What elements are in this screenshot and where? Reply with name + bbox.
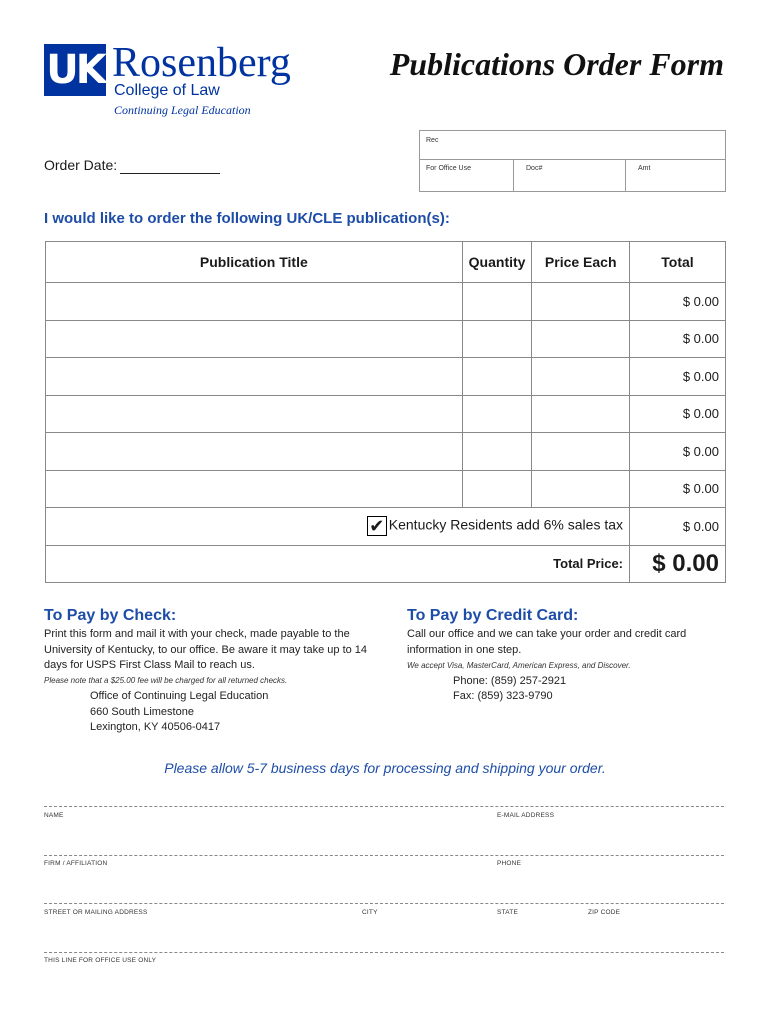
address-line: 660 South Limestone [90,705,194,718]
price-each-input[interactable] [532,283,630,321]
table-row [46,320,726,358]
name-label: NAME [44,812,64,819]
pay-card-heading: To Pay by Credit Card: [407,607,579,624]
publication-title-input[interactable] [46,433,463,471]
quantity-input[interactable] [462,320,532,358]
row-total: $ 0.00 [630,320,726,358]
quantity-input[interactable] [462,283,532,321]
order-date-label: Order Date: [44,157,118,173]
quantity-input[interactable] [462,470,532,508]
price-each-input[interactable] [532,320,630,358]
table-row [46,470,726,508]
publication-title-input[interactable] [46,283,463,321]
office-amt-label: Amt [638,165,651,172]
logo-name: Rosenberg [112,40,291,86]
logo-college: College of Law [114,82,220,99]
pay-check-heading: To Pay by Check: [44,607,177,624]
logo-cle: Continuing Legal Education [114,103,251,117]
address-line: Lexington, KY 40506-0417 [90,721,221,733]
header-price-each: Price Each [532,242,630,283]
header-publication-title: Publication Title [46,242,463,283]
table-row [46,395,726,433]
office-rec-label: Rec [426,137,439,144]
section-heading: I would like to order the following UK/CLE publication(s): [44,210,450,227]
state-label: STATE [497,909,518,916]
quantity-input[interactable] [462,433,532,471]
quantity-input[interactable] [462,358,532,396]
email-label: E-MAIL ADDRESS [497,812,555,819]
office-line-label: THIS LINE FOR OFFICE USE ONLY [44,957,157,964]
tax-total: $ 0.00 [630,508,726,546]
publication-title-input[interactable] [46,320,463,358]
publication-title-input[interactable] [46,395,463,433]
office-phone: Phone: (859) 257-2921 [453,675,567,687]
quantity-input[interactable] [462,395,532,433]
uk-logo-mark: UK [44,44,106,96]
firm-phone-line[interactable] [44,855,724,856]
table-row [46,358,726,396]
phone-label: PHONE [497,860,522,867]
address-line: Office of Continuing Legal Education [90,690,269,702]
office-use-line[interactable] [44,952,724,953]
total-price-label: Total Price: [46,545,630,583]
zip-label: ZIP CODE [588,909,621,916]
table-header-row [46,242,726,283]
pay-check-note: Please note that a $25.00 fee will be charged for all returned checks. [44,676,288,685]
header-quantity: Quantity [462,242,532,283]
office-doc-label: Doc# [526,165,543,172]
price-each-input[interactable] [532,395,630,433]
mailing-address [90,689,268,736]
row-total: $ 0.00 [630,395,726,433]
page-title: Publications Order Form [389,46,724,82]
pay-check-text: Print this form and mail it with your check, made payable to the University of Kentucky, to our office. Be aware it may take up to 14 days for USPS First Class Mail to reach us. [44,628,368,671]
address-line-field[interactable] [44,903,724,904]
row-total: $ 0.00 [630,470,726,508]
street-label: STREET OR MAILING ADDRESS [44,909,148,916]
firm-label: FIRM / AFFILIATION [44,860,108,867]
processing-note: Please allow 5-7 business days for processing and shipping your order. [164,760,606,776]
name-email-line[interactable] [44,806,724,807]
row-total: $ 0.00 [630,358,726,396]
table-row [46,283,726,321]
row-total: $ 0.00 [630,433,726,471]
office-use-box [419,130,726,192]
price-each-input[interactable] [532,433,630,471]
total-price-value: $ 0.00 [630,545,726,583]
row-total: $ 0.00 [630,283,726,321]
tax-cell [46,508,630,546]
table-row [46,433,726,471]
city-label: CITY [362,909,378,916]
order-date-field[interactable] [120,173,220,174]
pay-card-note: We accept Visa, MasterCard, American Express, and Discover. [407,661,631,670]
pay-card-text: Call our office and we can take your order and credit card information in one step. [407,628,687,656]
header-total: Total [630,242,726,283]
price-each-input[interactable] [532,358,630,396]
office-fax: Fax: (859) 323-9790 [453,690,553,702]
office-use-label: For Office Use [426,165,471,172]
sales-tax-checkbox[interactable]: ✔ [367,516,387,536]
tax-row [46,508,726,546]
publication-title-input[interactable] [46,470,463,508]
order-table [45,241,726,583]
publication-title-input[interactable] [46,358,463,396]
price-each-input[interactable] [532,470,630,508]
sales-tax-label: Kentucky Residents add 6% sales tax [388,516,624,533]
grand-total-row [46,545,726,583]
